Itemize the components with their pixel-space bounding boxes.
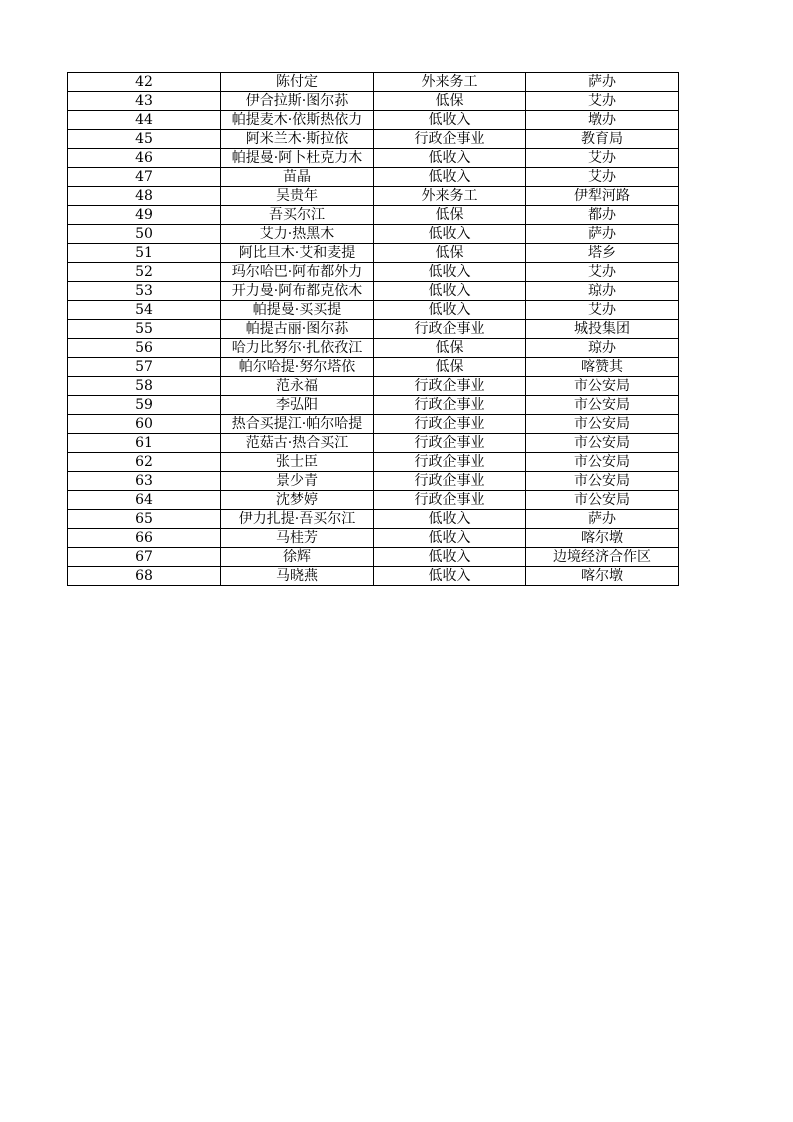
row-number-cell: 66 [68,529,221,548]
table-row [68,567,679,586]
name-cell: 马晓燕 [221,567,374,586]
table-row [68,149,679,168]
table-row [68,320,679,339]
table-row [68,206,679,225]
name-cell: 陈付定 [221,73,374,92]
unit-cell: 艾办 [526,149,679,168]
unit-cell: 教育局 [526,130,679,149]
table-row [68,529,679,548]
unit-cell: 市公安局 [526,491,679,510]
unit-cell: 市公安局 [526,377,679,396]
unit-cell: 艾办 [526,301,679,320]
table-row [68,263,679,282]
category-cell: 行政企事业 [374,472,526,491]
category-cell: 低保 [374,244,526,263]
row-number-cell: 62 [68,453,221,472]
unit-cell: 萨办 [526,73,679,92]
table-row [68,301,679,320]
row-number-cell: 60 [68,415,221,434]
name-cell: 阿米兰木·斯拉依 [221,130,374,149]
name-cell: 艾力·热黑木 [221,225,374,244]
category-cell: 低收入 [374,548,526,567]
category-cell: 低保 [374,92,526,111]
category-cell: 低保 [374,358,526,377]
category-cell: 低收入 [374,149,526,168]
unit-cell: 艾办 [526,263,679,282]
name-cell: 热合买提江·帕尔哈提 [221,415,374,434]
row-number-cell: 57 [68,358,221,377]
category-cell: 行政企事业 [374,434,526,453]
row-number-cell: 52 [68,263,221,282]
table-row [68,111,679,130]
row-number-cell: 45 [68,130,221,149]
row-number-cell: 49 [68,206,221,225]
row-number-cell: 43 [68,92,221,111]
name-cell: 景少青 [221,472,374,491]
category-cell: 低收入 [374,263,526,282]
name-cell: 苗晶 [221,168,374,187]
name-cell: 徐辉 [221,548,374,567]
name-cell: 帕提麦木·依斯热依力 [221,111,374,130]
category-cell: 低收入 [374,529,526,548]
name-cell: 帕提曼·买买提 [221,301,374,320]
table-row [68,130,679,149]
name-cell: 马桂芳 [221,529,374,548]
row-number-cell: 53 [68,282,221,301]
table-row [68,92,679,111]
row-number-cell: 50 [68,225,221,244]
row-number-cell: 48 [68,187,221,206]
unit-cell: 城投集团 [526,320,679,339]
roster-table-body [68,73,679,586]
category-cell: 行政企事业 [374,453,526,472]
table-row [68,358,679,377]
roster-table [67,72,679,586]
table-row [68,434,679,453]
unit-cell: 市公安局 [526,415,679,434]
row-number-cell: 65 [68,510,221,529]
name-cell: 帕提曼·阿卜杜克力木 [221,149,374,168]
unit-cell: 都办 [526,206,679,225]
unit-cell: 市公安局 [526,472,679,491]
unit-cell: 艾办 [526,168,679,187]
category-cell: 外来务工 [374,73,526,92]
unit-cell: 喀赞其 [526,358,679,377]
unit-cell: 市公安局 [526,453,679,472]
table-row [68,510,679,529]
name-cell: 伊合拉斯·图尔荪 [221,92,374,111]
table-row [68,187,679,206]
category-cell: 低收入 [374,567,526,586]
spreadsheet-page [67,72,678,586]
table-row [68,73,679,92]
name-cell: 开力曼·阿布都克依木 [221,282,374,301]
category-cell: 行政企事业 [374,320,526,339]
table-row [68,491,679,510]
name-cell: 玛尔哈巴·阿布都外力 [221,263,374,282]
table-row [68,225,679,244]
category-cell: 低保 [374,339,526,358]
row-number-cell: 61 [68,434,221,453]
category-cell: 行政企事业 [374,415,526,434]
row-number-cell: 63 [68,472,221,491]
category-cell: 低保 [374,206,526,225]
row-number-cell: 64 [68,491,221,510]
row-number-cell: 44 [68,111,221,130]
name-cell: 范菇古·热合买江 [221,434,374,453]
unit-cell: 墩办 [526,111,679,130]
unit-cell: 边境经济合作区 [526,548,679,567]
category-cell: 行政企事业 [374,491,526,510]
name-cell: 吴贵年 [221,187,374,206]
row-number-cell: 68 [68,567,221,586]
table-row [68,282,679,301]
category-cell: 低收入 [374,510,526,529]
table-row [68,453,679,472]
table-row [68,377,679,396]
name-cell: 伊力扎提·吾买尔江 [221,510,374,529]
name-cell: 张士臣 [221,453,374,472]
category-cell: 低收入 [374,282,526,301]
row-number-cell: 51 [68,244,221,263]
category-cell: 低收入 [374,168,526,187]
table-row [68,168,679,187]
row-number-cell: 67 [68,548,221,567]
table-row [68,244,679,263]
unit-cell: 萨办 [526,225,679,244]
category-cell: 低收入 [374,301,526,320]
table-row [68,415,679,434]
name-cell: 范永福 [221,377,374,396]
unit-cell: 塔乡 [526,244,679,263]
unit-cell: 萨办 [526,510,679,529]
category-cell: 外来务工 [374,187,526,206]
unit-cell: 喀尔墩 [526,529,679,548]
category-cell: 低收入 [374,111,526,130]
name-cell: 沈梦婷 [221,491,374,510]
category-cell: 行政企事业 [374,377,526,396]
unit-cell: 琼办 [526,282,679,301]
row-number-cell: 59 [68,396,221,415]
table-row [68,396,679,415]
unit-cell: 琼办 [526,339,679,358]
name-cell: 帕提古丽·图尔荪 [221,320,374,339]
unit-cell: 艾办 [526,92,679,111]
row-number-cell: 42 [68,73,221,92]
name-cell: 帕尔哈提·努尔塔依 [221,358,374,377]
table-row [68,472,679,491]
row-number-cell: 54 [68,301,221,320]
name-cell: 阿比旦木·艾和麦提 [221,244,374,263]
name-cell: 吾买尔江 [221,206,374,225]
unit-cell: 市公安局 [526,396,679,415]
row-number-cell: 58 [68,377,221,396]
row-number-cell: 56 [68,339,221,358]
unit-cell: 市公安局 [526,434,679,453]
unit-cell: 喀尔墩 [526,567,679,586]
category-cell: 低收入 [374,225,526,244]
name-cell: 李弘阳 [221,396,374,415]
table-row [68,339,679,358]
row-number-cell: 47 [68,168,221,187]
category-cell: 行政企事业 [374,130,526,149]
table-row [68,548,679,567]
category-cell: 行政企事业 [374,396,526,415]
row-number-cell: 55 [68,320,221,339]
row-number-cell: 46 [68,149,221,168]
name-cell: 哈力比努尔·扎依孜江 [221,339,374,358]
unit-cell: 伊犁河路 [526,187,679,206]
